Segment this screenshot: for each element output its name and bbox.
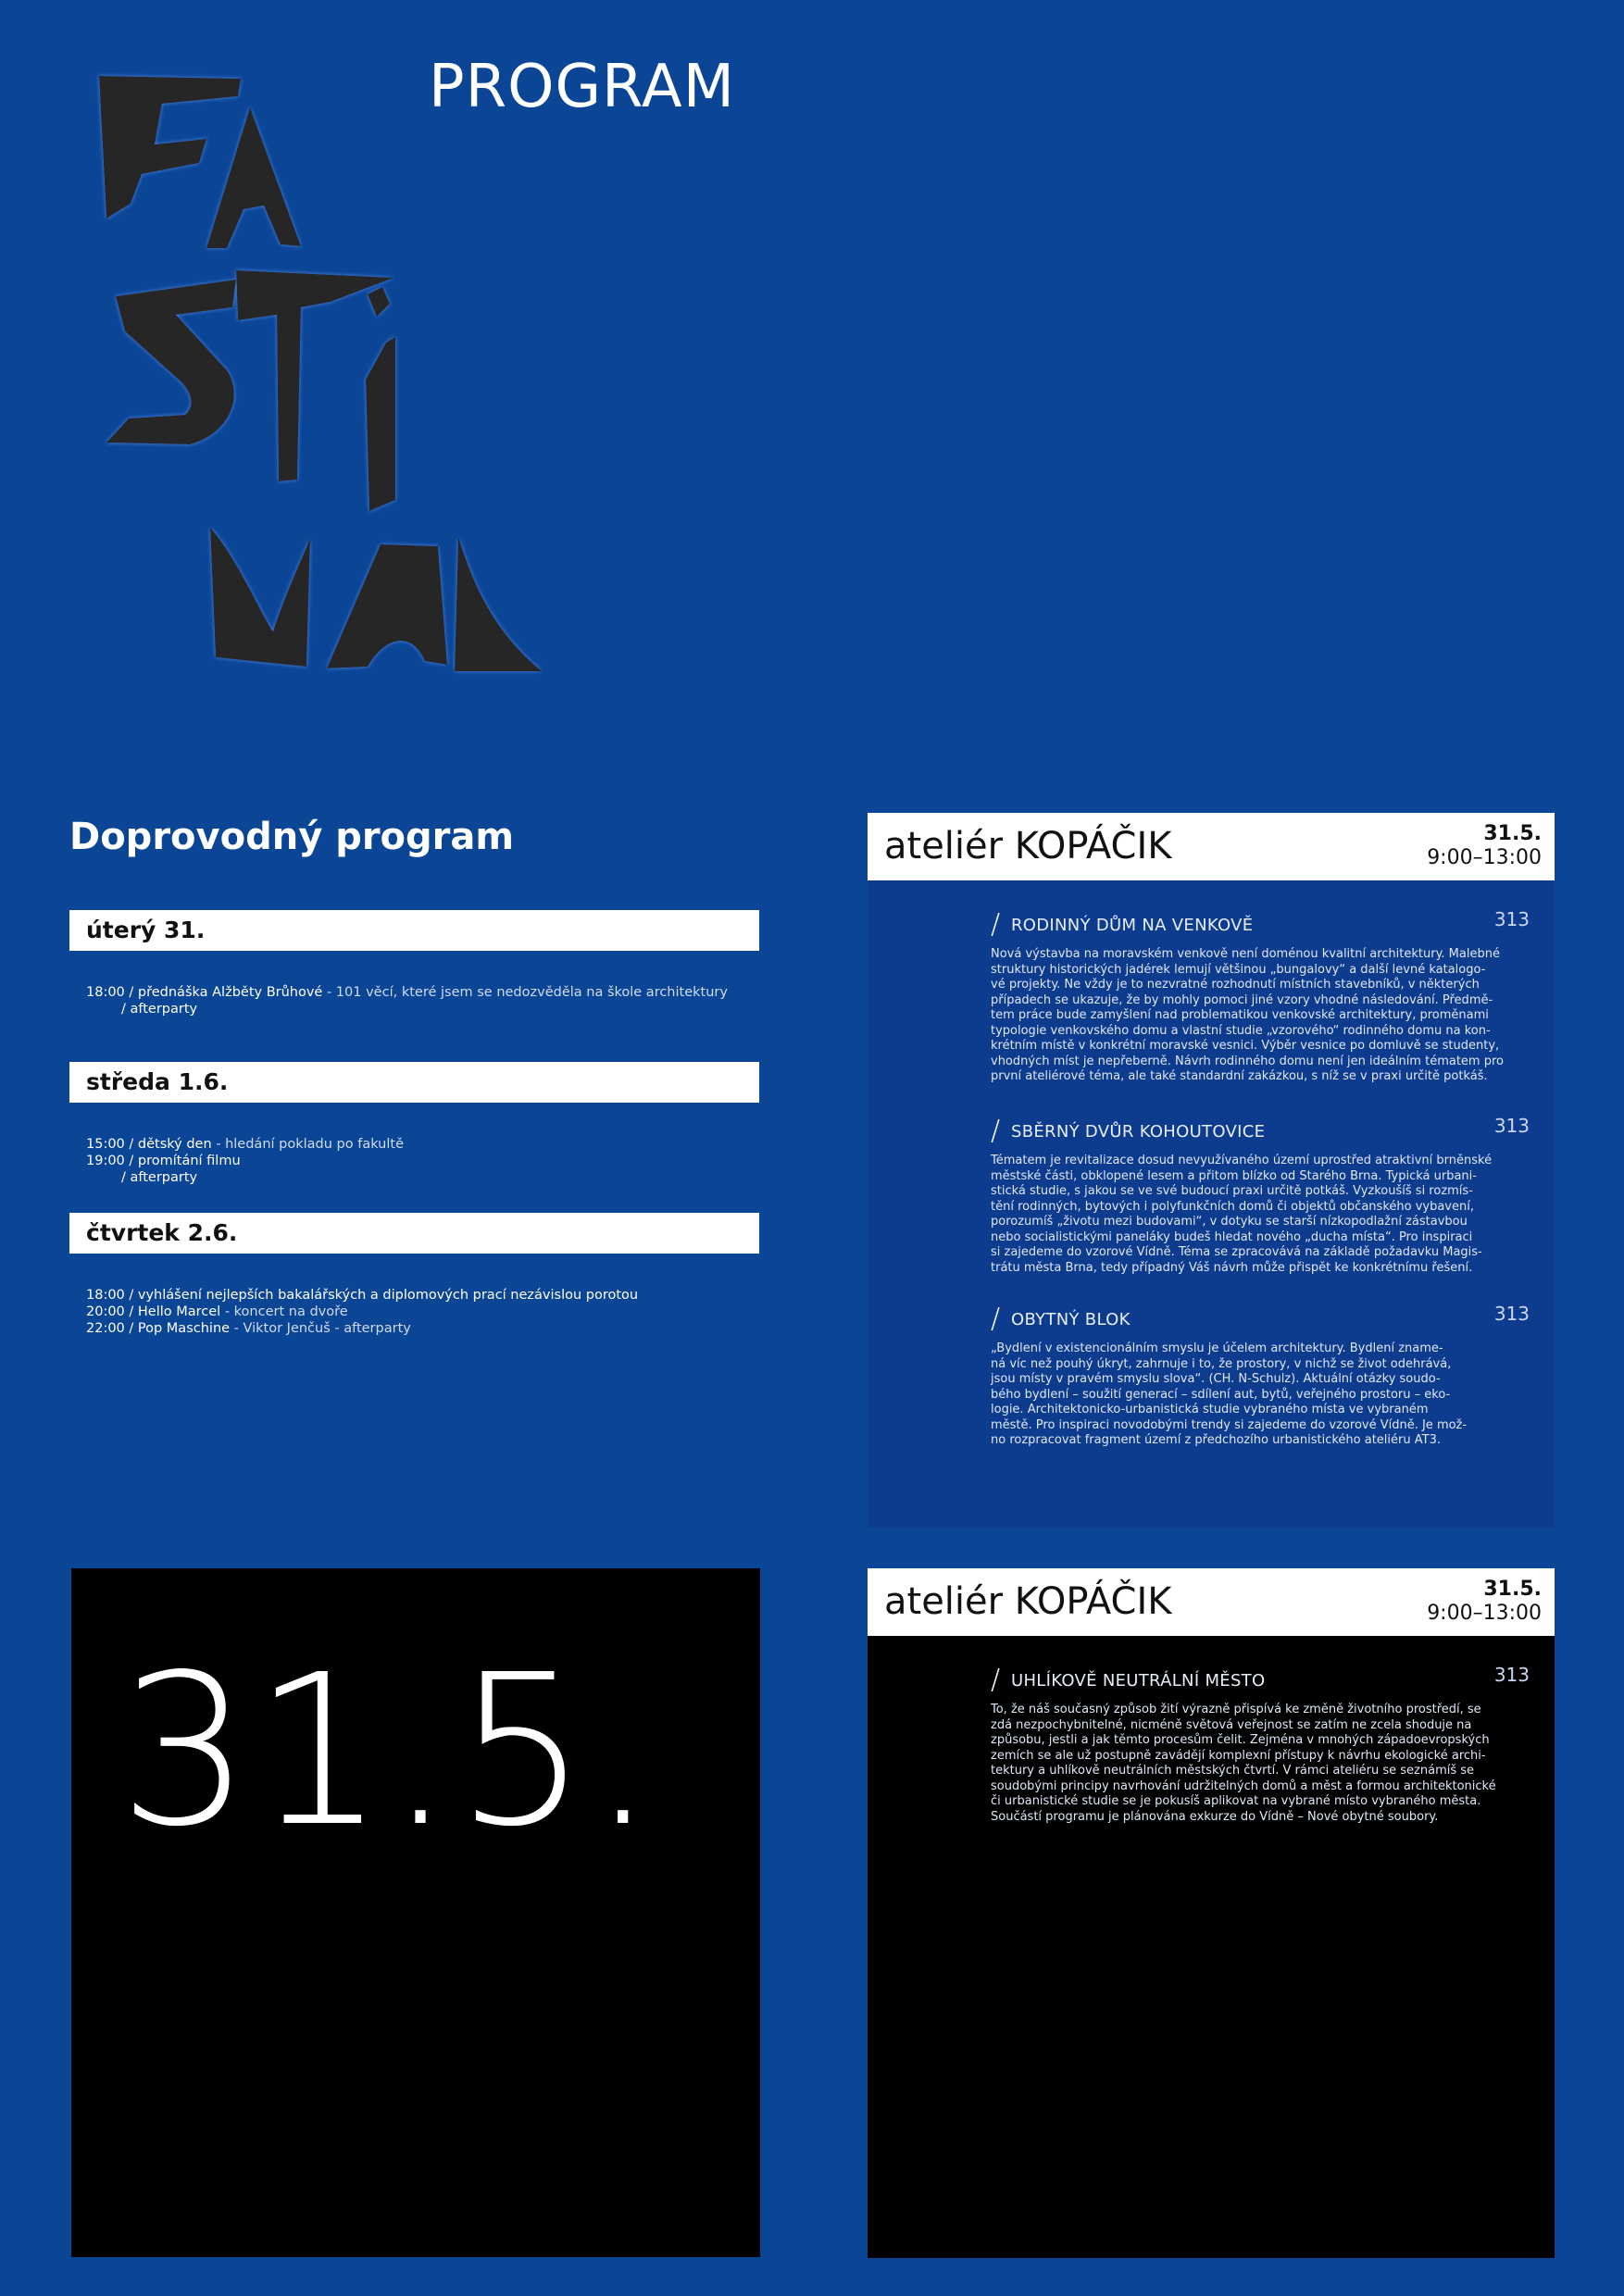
description-line: vé projekty. Ne vždy je to nezvratné rozhodnutí místních stavebníků, v některých [991,978,1480,992]
description-line: Tématem je revitalizace dosud nevyužívaného území uprostřed atraktivní brněnské [991,1154,1493,1167]
description-line: trátu města Brna, tedy případný Váš návrh může přispět ke konkrétnímu řešení. [991,1260,1473,1275]
description-line: nebo socialistickými paneláky budeš hledat nového „ducha místa“. Pro inspiraci [991,1229,1473,1244]
schedule-line: 19:00 / promítání filmu [86,1154,241,1168]
big-date: 31.5. [119,1630,658,1873]
topic-title: SBĚRNÝ DVŮR KOHOUTOVICE [1011,1122,1266,1142]
topic-uhlikove-neutralni-mesto [991,1664,1537,1825]
slash-icon: / [991,908,1001,941]
description-line: Součástí programu je plánována exkurze do Vídně – Nové obytné soubory. [991,1809,1439,1824]
slash-icon: / [991,1115,1001,1147]
schedule-line: / afterparty [121,1170,198,1185]
description-line: logie. Architektonicko-urbanistická studie vybraného místa ve vybraném [991,1403,1429,1416]
description-line: stická studie, s jakou se ve své budoucí praxi určitě potkáš. Vyzkoušíš si rozmís- [991,1184,1473,1198]
topic-description [991,1703,1509,1825]
day-header-tuesday: úterý 31. [69,910,759,951]
topic-obytny-blok [991,1303,1537,1449]
room-number: 313 [1493,908,1530,930]
description-line: krétním místě v konkrétní moravské vesnici. Výběr vesnice po domluvě se studenty, [991,1039,1500,1053]
description-line: případech se ukazuje, že by mohly pomoci jiné vzory vhodné následování. Předmě- [991,992,1493,1007]
schedule-line: 18:00 / přednáška Alžběty Brůhové - 101 věcí, které jsem se nedozvěděla na škole architektury [86,985,728,1000]
room-number: 313 [1493,1115,1530,1137]
page-title: PROGRAM [429,53,735,121]
description-line: tektury a uhlíkově neutrálních městských čtvrtí. V rámci ateliéru se seznámíš se [991,1764,1475,1778]
day-schedule-tuesday [86,984,771,1017]
description-line: Nová výstavba na moravském venkově není doménou kvalitní architektury. Malebné [991,947,1500,961]
description-line: či urbanistické studie se je pokusíš aplikovat na vybrané místo vybraného města. [991,1794,1481,1808]
atelier-name: ateliér KOPÁČIK [884,1580,1172,1623]
fastival-logo [88,65,569,694]
description-line: způsobu, jestli a jak těmto procesům čelit. Zejména v mnohých západoevropských [991,1733,1490,1747]
description-line: městské části, obklopené lesem a přitom blízko od Starého Brna. Typická urbani- [991,1168,1477,1183]
day-schedule-wednesday [86,1136,771,1186]
schedule-line: 15:00 / dětský den - hledání pokladu po fakultě [86,1137,404,1152]
description-line: vhodných míst je nepřeberně. Návrh rodinného domu není jen ideálním tématem pro [991,1054,1504,1068]
topic-description [991,1154,1509,1276]
schedule-line: / afterparty [121,1002,198,1017]
description-line: jsou místy v pravém smyslu slova“. (CH. N-Schulz). Aktuální otázky soudo- [991,1372,1441,1386]
schedule-line: 18:00 / vyhlášení nejlepších bakalářských a diplomových prací nezávislou porotou [86,1288,639,1303]
atelier-datetime: 31.5. 9:00–13:00 [1427,1578,1542,1625]
description-line: soudobými principy navrhování udržitelných domů a měst a formou architektonické [991,1778,1496,1793]
slash-icon: / [991,1664,1001,1696]
room-number: 313 [1493,1664,1530,1686]
atelier-datetime: 31.5. 9:00–13:00 [1427,822,1542,869]
room-number: 313 [1493,1303,1530,1325]
atelier-name: ateliér KOPÁČIK [884,825,1172,867]
day-header-wednesday: středa 1.6. [69,1062,759,1103]
description-line: typologie venkovského domu a vlastní studie „vzorového“ rodinného domu na kon- [991,1023,1491,1038]
description-line: si zajedeme do vzorové Vídně. Téma se zpracovává na základě požadavku Magis- [991,1245,1482,1259]
day-schedule-thursday [86,1287,771,1337]
description-line: tem práce bude zamyšlení nad problematikou venkovské architektury, proměnami [991,1008,1489,1022]
topic-description [991,947,1509,1085]
description-line: struktury historických jadérek lemují většinou „bungalovy“ a další levné katalogo- [991,962,1486,977]
topic-title: OBYTNÝ BLOK [1011,1310,1131,1329]
schedule-line: 20:00 / Hello Marcel - koncert na dvoře [86,1304,348,1319]
topic-sberny-dvur [991,1115,1537,1276]
description-line: první ateliérové téma, ale také standardní zakázkou, s níž se v praxi určitě potkáš. [991,1069,1488,1083]
description-line: no rozpracovat fragment území z předchozího urbanistického ateliéru AT3. [991,1433,1441,1447]
side-program-title: Doprovodný program [69,816,515,858]
description-line: tění rodinných, bytových i polyfunkčních domů či objektů občanského vybavení, [991,1199,1474,1214]
topic-rodinny-dum [991,908,1537,1085]
slash-icon: / [991,1303,1001,1335]
topic-title: RODINNÝ DŮM NA VENKOVĚ [1011,916,1254,935]
schedule-line: 22:00 / Pop Maschine - Viktor Jenčuš - afterparty [86,1321,411,1336]
description-line: ná víc než pouhý úkryt, zahrnuje i to, že prostory, v nichž se život odehrává, [991,1356,1452,1371]
description-line: porozumíš „životu mezi budovami“, v dotyku se starší nízkopodlažní zástavbou [991,1215,1468,1229]
atelier-header [868,1568,1555,1636]
description-line: To, že náš současný způsob žití výrazně přispívá ke změně životního prostředí, se [991,1703,1481,1716]
description-line: zemích se ale už postupně zavádějí komplexní přístupy k návrhu ekologické archi- [991,1748,1486,1763]
description-line: městě. Pro inspiraci novodobými trendy si zajedeme do vzorové Vídně. Je mož- [991,1417,1468,1432]
atelier-header [868,813,1555,880]
description-line: zdá nezpochybnitelné, nicméně světová veřejnost se zatím ne zcela shoduje na [991,1717,1472,1732]
topic-title: UHLÍKOVĚ NEUTRÁLNÍ MĚSTO [1011,1671,1266,1691]
topic-description [991,1341,1509,1449]
day-header-thursday: čtvrtek 2.6. [69,1213,759,1254]
description-line: bého bydlení – soužití generací – sdílení aut, bytů, veřejného prostoru – eko- [991,1387,1451,1402]
description-line: „Bydlení v existencionálním smyslu je účelem architektury. Bydlení zname- [991,1341,1443,1355]
